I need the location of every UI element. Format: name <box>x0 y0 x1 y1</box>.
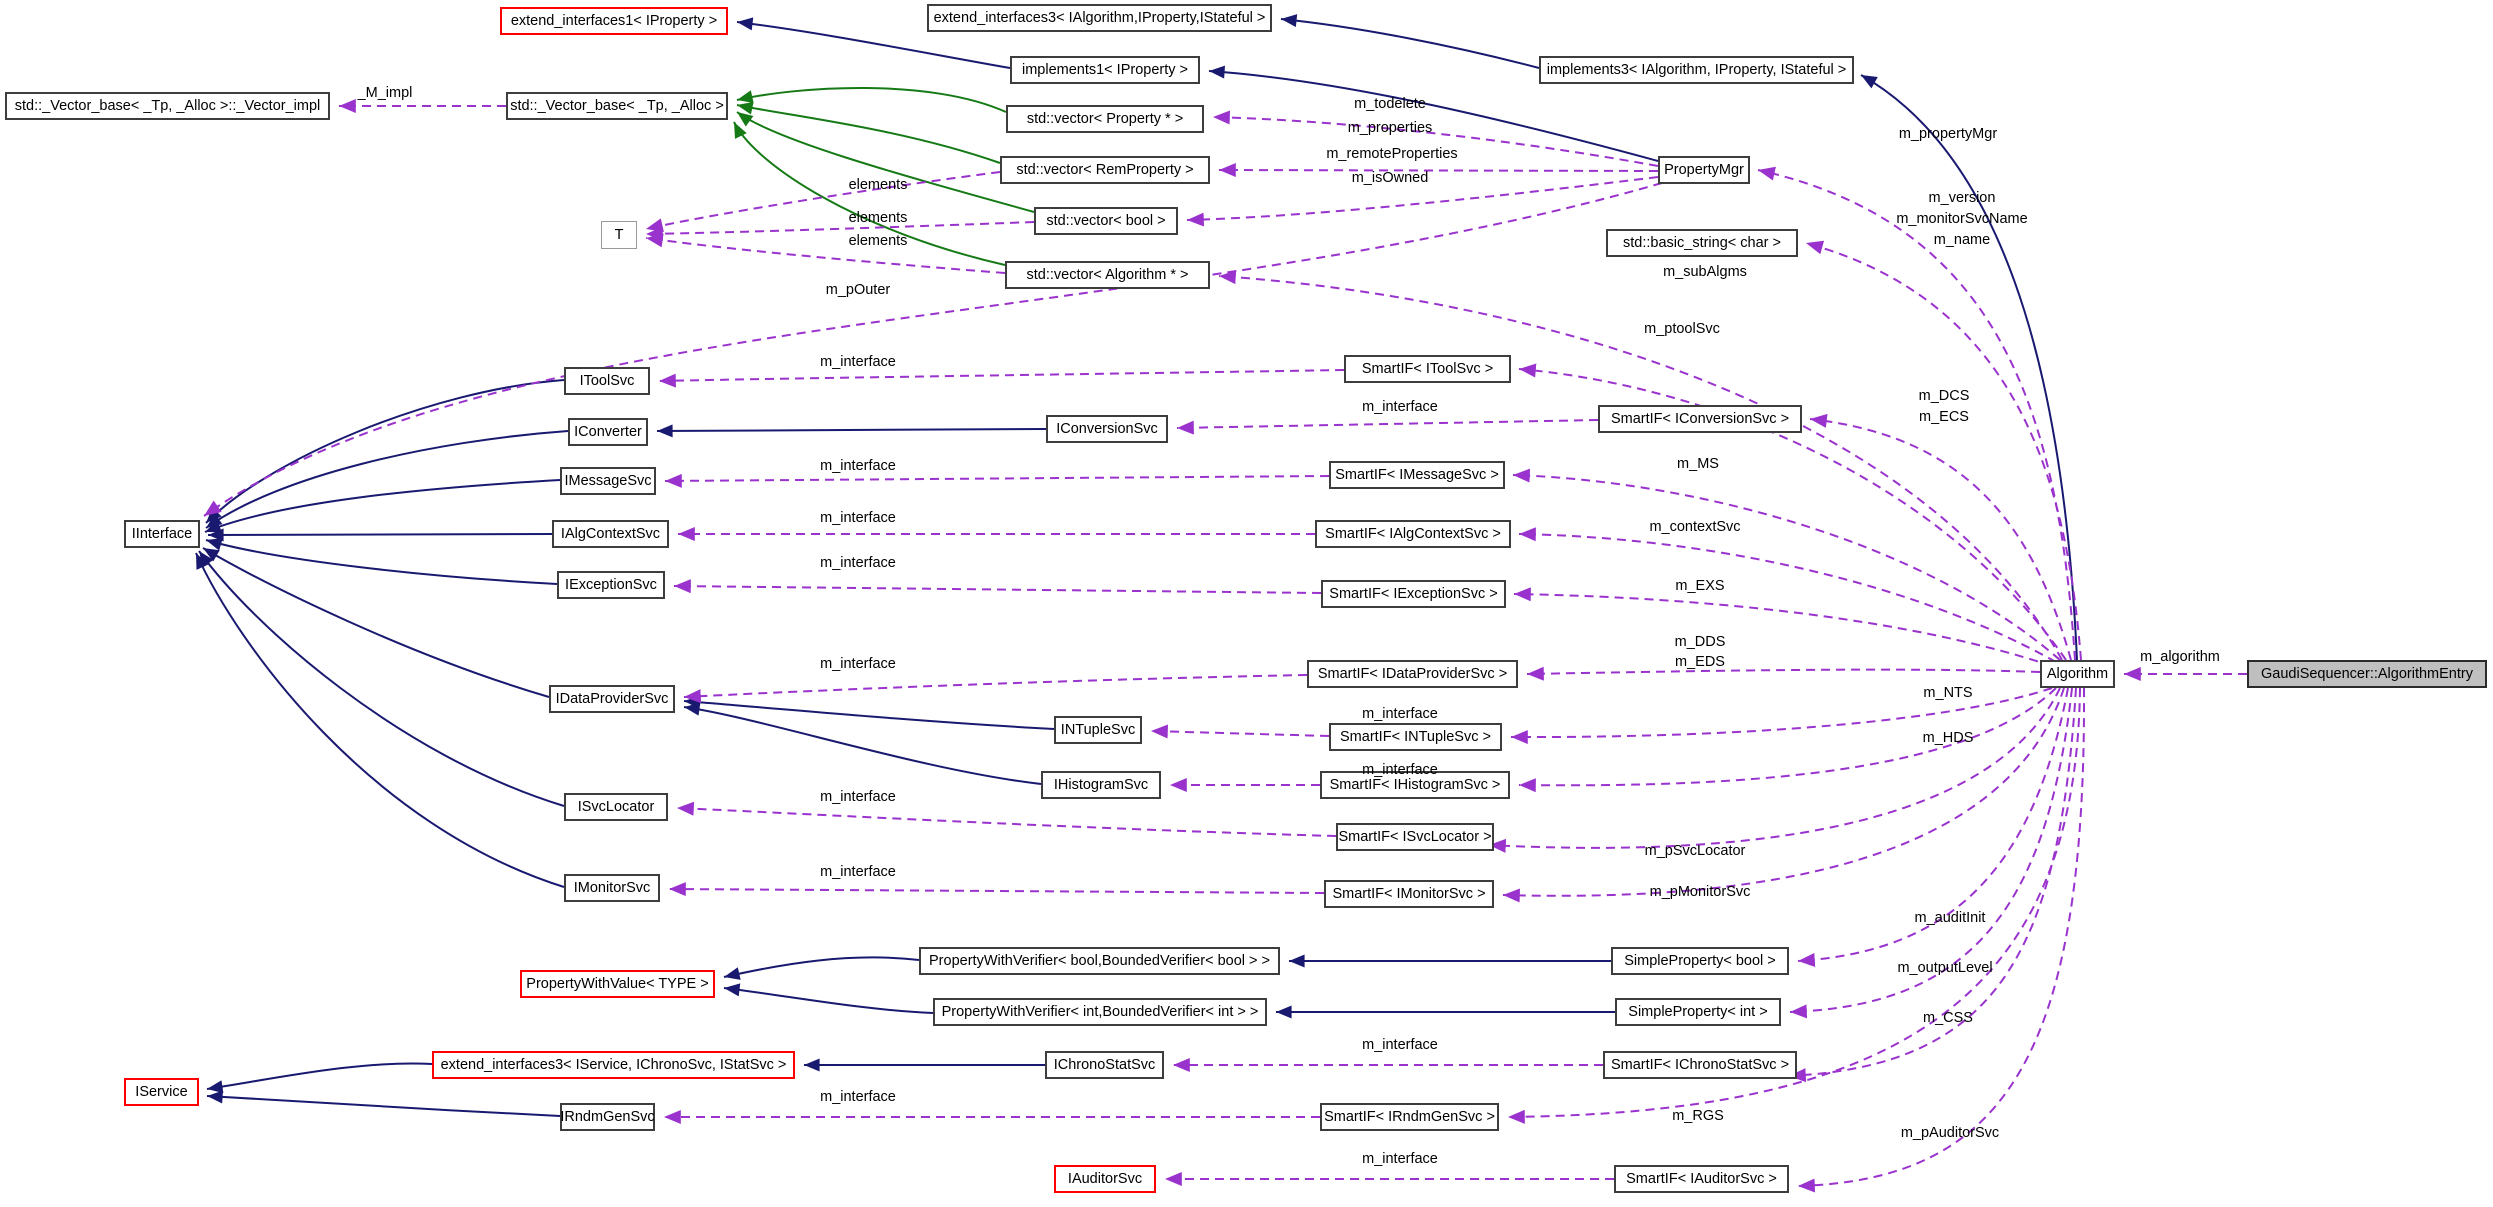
class-node-ihistogramsvc[interactable]: IHistogramSvc <box>1041 771 1161 799</box>
class-node-isvclocator[interactable]: ISvcLocator <box>564 793 668 821</box>
class-node-smartif-iauditorsvc[interactable]: SmartIF< IAuditorSvc > <box>1614 1165 1789 1193</box>
edge-label-m-dcs: m_DCS <box>1918 388 1970 404</box>
class-node-smartif-intuplesvc[interactable]: SmartIF< INTupleSvc > <box>1329 723 1502 751</box>
edge-label-m-psvclocator: m_pSvcLocator <box>1644 843 1746 859</box>
class-node-basic-string[interactable]: std::basic_string< char > <box>1606 229 1798 257</box>
edge-label-m-contextsvc: m_contextSvc <box>1649 519 1741 535</box>
class-node-vector-algorithm[interactable]: std::vector< Algorithm * > <box>1005 261 1210 289</box>
edge-label-m-auditinit: m_auditInit <box>1914 910 1986 926</box>
class-node-smartif-itoolsvc[interactable]: SmartIF< IToolSvc > <box>1344 355 1511 383</box>
class-node-intuplesvc[interactable]: INTupleSvc <box>1054 716 1142 744</box>
edge-label-m-ms: m_MS <box>1677 456 1719 472</box>
class-node-smartif-ichronostatsvc[interactable]: SmartIF< IChronoStatSvc > <box>1603 1051 1797 1079</box>
class-node-vector-base[interactable]: std::_Vector_base< _Tp, _Alloc > <box>506 92 728 120</box>
class-node-smartif-irndmgensvc[interactable]: SmartIF< IRndmGenSvc > <box>1320 1103 1499 1131</box>
class-node-iservice[interactable]: IService <box>124 1078 199 1106</box>
class-node-iconversionsvc[interactable]: IConversionSvc <box>1046 415 1168 443</box>
edge-label-m-hds: m_HDS <box>1922 730 1974 746</box>
edge-label-elements-bool: elements <box>848 210 908 226</box>
class-node-ialgcontextsvc[interactable]: IAlgContextSvc <box>552 520 669 548</box>
class-node-propertywithvalue[interactable]: PropertyWithValue< TYPE > <box>520 970 715 998</box>
class-node-algorithm[interactable]: Algorithm <box>2040 660 2115 688</box>
class-node-propertymgr[interactable]: PropertyMgr <box>1658 156 1750 184</box>
edge-label-m-interface-rndmgensvc: m_interface <box>820 1089 896 1105</box>
edge-label-m-pauditorsvc: m_pAuditorSvc <box>1900 1125 2000 1141</box>
edge-label-m-todelete: m_todelete <box>1354 96 1426 112</box>
class-node-smartif-ialgcontextsvc[interactable]: SmartIF< IAlgContextSvc > <box>1315 520 1511 548</box>
class-node-smartif-idataprovidersvc[interactable]: SmartIF< IDataProviderSvc > <box>1307 660 1518 688</box>
class-node-itoolsvc[interactable]: IToolSvc <box>564 367 650 395</box>
edge-label-m-interface-toolsvc: m_interface <box>820 354 896 370</box>
edge-label-m-isowned: m_isOwned <box>1351 170 1429 186</box>
class-node-implements1[interactable]: implements1< IProperty > <box>1010 56 1200 84</box>
class-node-smartif-isvclocator[interactable]: SmartIF< ISvcLocator > <box>1336 823 1494 851</box>
class-node-smartif-iconversionsvc[interactable]: SmartIF< IConversionSvc > <box>1598 405 1802 433</box>
class-node-vector-property[interactable]: std::vector< Property * > <box>1006 105 1204 133</box>
class-node-extend-interfaces1[interactable]: extend_interfaces1< IProperty > <box>500 7 728 35</box>
edge-label-m-rgs: m_RGS <box>1672 1108 1724 1124</box>
class-node-propertywithverifier-bool[interactable]: PropertyWithVerifier< bool,BoundedVerifier< bool > > <box>919 947 1280 975</box>
edge-label-m-interface-messagesvc: m_interface <box>820 458 896 474</box>
class-node-smartif-imonitorsvc[interactable]: SmartIF< IMonitorSvc > <box>1324 880 1494 908</box>
class-node-imessagesvc[interactable]: IMessageSvc <box>560 467 656 495</box>
class-node-simpleproperty-int[interactable]: SimpleProperty< int > <box>1615 998 1781 1026</box>
class-node-ichronostatsvc[interactable]: IChronoStatSvc <box>1045 1051 1164 1079</box>
edge-label-m-interface-monitorsvc: m_interface <box>820 864 896 880</box>
edge-label-m-interface-conversionsvc: m_interface <box>1362 399 1438 415</box>
class-node-irndmgensvc[interactable]: IRndmGenSvc <box>560 1103 655 1131</box>
class-node-imonitorsvc[interactable]: IMonitorSvc <box>564 874 660 902</box>
edge-label-m-pmonitorsvc: m_pMonitorSvc <box>1649 884 1751 900</box>
edge-label-m-monitorsvcname: m_monitorSvcName <box>1896 211 2028 227</box>
edge-label-m-propertymgr: m_propertyMgr <box>1898 126 1998 142</box>
class-node-implements3[interactable]: implements3< IAlgorithm, IProperty, IStateful > <box>1539 56 1854 84</box>
class-node-smartif-iexceptionsvc[interactable]: SmartIF< IExceptionSvc > <box>1321 580 1506 608</box>
edge-label-m-interface-auditorsvc: m_interface <box>1362 1151 1438 1167</box>
edge-label-m-outputlevel: m_outputLevel <box>1897 960 1993 976</box>
edge-label-m-ptoolsvc: m_ptoolSvc <box>1644 321 1720 337</box>
class-node-vector-remproperty[interactable]: std::vector< RemProperty > <box>1000 156 1210 184</box>
class-node-simpleproperty-bool[interactable]: SimpleProperty< bool > <box>1611 947 1789 975</box>
edge-label-m-interface-exceptionsvc: m_interface <box>820 555 896 571</box>
class-node-smartif-imessagesvc[interactable]: SmartIF< IMessageSvc > <box>1329 461 1505 489</box>
class-node-idataprovidersvc[interactable]: IDataProviderSvc <box>549 685 675 713</box>
class-node-extend-interfaces3-iservice[interactable]: extend_interfaces3< IService, IChronoSvc, IStatSvc > <box>432 1051 795 1079</box>
class-node-iauditorsvc[interactable]: IAuditorSvc <box>1054 1165 1156 1193</box>
class-node-vector-impl[interactable]: std::_Vector_base< _Tp, _Alloc >::_Vector_impl <box>5 92 330 120</box>
edge-label-m-exs: m_EXS <box>1675 578 1725 594</box>
edge-label-m-ecs: m_ECS <box>1919 409 1969 425</box>
edge-label-m-pouter: m_pOuter <box>825 282 891 298</box>
edge-label-elements-algorithm: elements <box>848 233 908 249</box>
edge-label-m-properties: m_properties <box>1347 120 1433 136</box>
edge-label-m-interface-svclocator: m_interface <box>820 789 896 805</box>
class-node-extend-interfaces3-algorithm[interactable]: extend_interfaces3< IAlgorithm,IProperty,IStateful > <box>927 4 1272 32</box>
class-node-iinterface[interactable]: IInterface <box>124 520 200 548</box>
edge-label-m-interface-dataprovidersvc: m_interface <box>820 656 896 672</box>
edge-label-m-interface-chronostatsvc: m_interface <box>1362 1037 1438 1053</box>
edge-label-m-name: m_name <box>1933 232 1991 248</box>
edge-label-m-nts: m_NTS <box>1923 685 1973 701</box>
edge-label-m-interface-ntuplesvc: m_interface <box>1362 706 1438 722</box>
class-node-smartif-ihistogramsvc[interactable]: SmartIF< IHistogramSvc > <box>1320 771 1510 799</box>
edge-label-m-algorithm: m_algorithm <box>2140 649 2220 665</box>
edge-label-m-version: m_version <box>1928 190 1996 206</box>
class-node-vector-bool[interactable]: std::vector< bool > <box>1034 207 1178 235</box>
edge-label-m-dds: m_DDS <box>1674 634 1726 650</box>
edge-label-elements-remproperty: elements <box>848 177 908 193</box>
edge-label-m-interface-histogramsvc: m_interface <box>1362 762 1438 778</box>
edge-label-m-css: m_CSS <box>1923 1010 1973 1026</box>
class-node-iconverter[interactable]: IConverter <box>568 418 648 446</box>
edge-label-m-interface-algcontextsvc: m_interface <box>820 510 896 526</box>
edge-label-m-remoteproperties: m_remoteProperties <box>1326 146 1458 162</box>
edge-label-m-impl: _M_impl <box>357 85 413 101</box>
edge-label-m-eds: m_EDS <box>1675 654 1725 670</box>
class-node-T: T <box>601 221 637 249</box>
edge-label-m-subalgms: m_subAlgms <box>1663 264 1747 280</box>
class-node-propertywithverifier-int[interactable]: PropertyWithVerifier< int,BoundedVerifier< int > > <box>933 998 1267 1026</box>
class-node-gaudisequencer-algorithmentry: GaudiSequencer::AlgorithmEntry <box>2247 660 2487 688</box>
class-node-iexceptionsvc[interactable]: IExceptionSvc <box>557 571 665 599</box>
